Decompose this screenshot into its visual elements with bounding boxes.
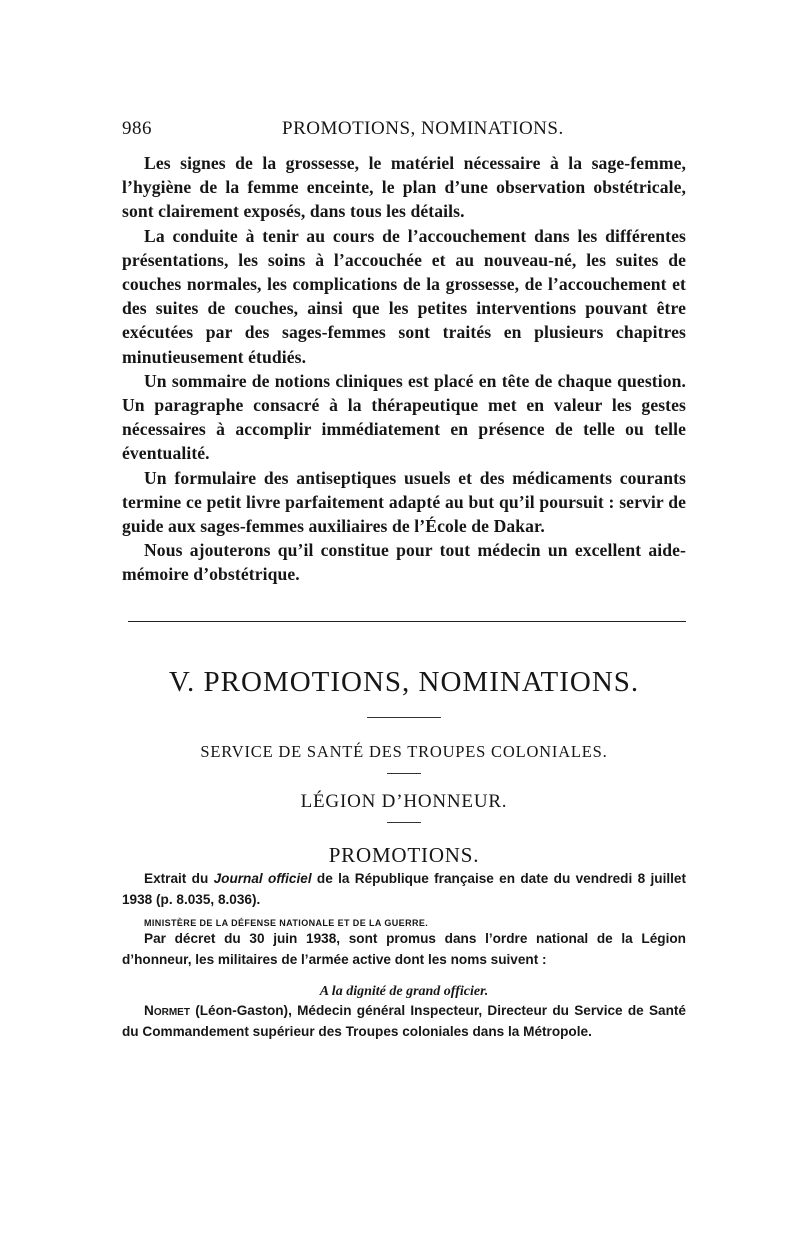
review-paragraph: La conduite à tenir au cours de l’accouchement dans les différentes présentations, les soins à l’accouchée et au nouveau-né, les suites de couches normales, les complications de la grossesse, de l’accouchement et des suites de couches, ainsi que les petites interventions pouvant être exécutées par des sages-femmes sont traités en plusieurs chapitres minutieusement étudiés.: [122, 225, 686, 367]
running-head-title: PROMOTIONS, NOMINATIONS.: [282, 118, 564, 139]
running-head: [122, 112, 686, 142]
appointee-entry: [122, 1000, 686, 1042]
document-page: [122, 112, 686, 1042]
extrait-text: Extrait du: [144, 870, 214, 886]
heading-rule: [387, 773, 421, 774]
legion-heading: LÉGION D’HONNEUR.: [300, 790, 508, 812]
book-review-text: [122, 151, 686, 587]
journal-officiel-title: Journal officiel: [213, 870, 312, 886]
page-number: 986: [122, 118, 152, 139]
appointee-name: Normet: [144, 1002, 190, 1018]
section-title: V. PROMOTIONS, NOMINATIONS.: [168, 665, 640, 698]
review-paragraph: Nous ajouterons qu’il constitue pour tout médecin un excellent aide-mémoire d’obstétrique.: [122, 540, 686, 585]
extrait-paragraph: [122, 868, 686, 910]
extrait-text: de la République française en date du vendredi 8 juillet 1938 (p. 8.035, 8.036).: [122, 870, 686, 907]
review-paragraph: Les signes de la grossesse, le matériel nécessaire à la sage-femme, l’hygiène de la femme enceinte, le plan d’une observation obstétricale, sont clairement exposés, dans tous les détails.: [122, 153, 686, 222]
ministere-heading: MINISTÈRE DE LA DÉFENSE NATIONALE ET DE LA GUERRE.: [144, 917, 429, 928]
appointee-details: (Léon-Gaston), Médecin général Inspecteur, Directeur du Service de Santé du Commandement supérieur des Troupes coloniales dans la Métropole.: [122, 1002, 686, 1039]
section-divider: [128, 621, 686, 622]
dignity-heading: A la dignité de grand officier.: [319, 983, 489, 999]
heading-rule: [387, 822, 421, 823]
decree-paragraph: Par décret du 30 juin 1938, sont promus dans l’ordre national de la Légion d’honneur, les militaires de l’armée active dont les noms suivent :: [122, 930, 686, 967]
review-paragraph: Un formulaire des antiseptiques usuels et des médicaments courants termine ce petit livre parfaitement adapté au but qu’il poursuit : servir de guide aux sages-femmes auxiliaires de l’École de Dakar.: [122, 467, 686, 537]
title-rule: [367, 717, 441, 718]
review-paragraph: Un sommaire de notions cliniques est placé en tête de chaque question. Un paragraphe consacré à la thérapeutique met en valeur les gestes nécessaires à accomplir immédiatement en présence de telle ou telle éventualité.: [122, 370, 686, 464]
promotions-heading: PROMOTIONS.: [328, 842, 480, 867]
service-heading: SERVICE DE SANTÉ DES TROUPES COLONIALES.: [200, 741, 608, 761]
